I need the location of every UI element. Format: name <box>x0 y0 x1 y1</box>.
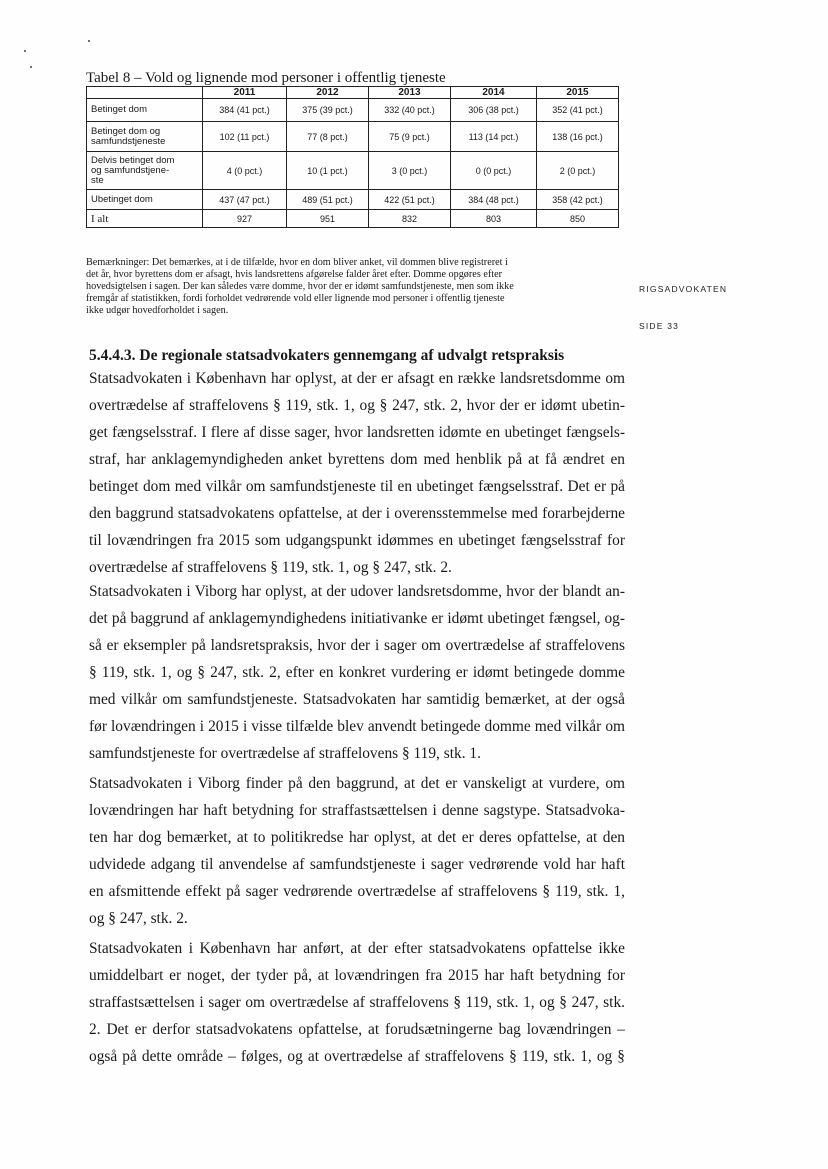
note-line: det år, hvor byrettens dom er afsagt, hvis landsrettens afgørelse falder året efter. Domme opgøres efter <box>86 269 502 280</box>
note-line: hovedsigtelsen i sagen. Der kan således være domme, hvor der er idømt samfundstjeneste, men som ikke <box>86 281 514 292</box>
row-label-line: I alt <box>91 212 109 225</box>
value-cell: 75 (9 pct.) <box>369 122 451 152</box>
header-year-cell: 2011 <box>203 87 287 99</box>
paragraph-line: overtrædelse af straffelovens § 119, stk. 1, og § 247, stk. 2. <box>89 559 452 576</box>
value-cell: 437 (47 pct.) <box>203 190 287 210</box>
table-body <box>87 99 619 228</box>
paragraph-line: den baggrund statsadvokatens opfattelse, at der i overensstemmelse med forarbejderne <box>89 505 625 522</box>
value-cell: 2 (0 pct.) <box>537 152 619 190</box>
row-label-line: og samfundstjene- <box>91 164 170 176</box>
row-label-line: Delvis betinget dom <box>91 154 175 166</box>
value-cell: 113 (14 pct.) <box>451 122 537 152</box>
value-cell: 77 (8 pct.) <box>287 122 369 152</box>
value-cell: 384 (48 pct.) <box>451 190 537 210</box>
table-row <box>87 99 619 122</box>
header-corner-cell <box>87 87 203 99</box>
value-cell: 850 <box>537 210 619 228</box>
paragraph-line: umiddelbart er noget, der tyder på, at lovændringen fra 2015 har haft betydning for <box>89 967 625 984</box>
sidebar-page-number: SIDE 33 <box>639 321 680 331</box>
paragraph-line: straf, har anklagemyndigheden anket byrettens dom med henblik på at få ændret en <box>89 451 625 468</box>
paragraph-line: straffastsættelsen i sager om overtrædelse af straffelovens § 119, stk. 1, og § 247, stk. <box>89 994 625 1011</box>
note-line: ikke udgør hovedforholdet i sagen. <box>86 305 229 316</box>
table-row <box>87 190 619 210</box>
sidebar-org: RIGSADVOKATEN <box>639 284 728 294</box>
note-line: fremgår af statistikken, fordi forholdet vedrørende vold eller lignende mod personer i offentlig tjeneste <box>86 293 505 304</box>
row-label-cell <box>87 210 203 228</box>
paragraph-line: lovændringen har haft betydning for straffastsættelsen i denne sagstype. Statsadvoka- <box>89 802 625 819</box>
row-label-line: ste <box>91 174 104 186</box>
value-cell: 138 (16 pct.) <box>537 122 619 152</box>
table-row <box>87 210 619 228</box>
value-cell: 489 (51 pct.) <box>287 190 369 210</box>
row-label-cell <box>87 152 203 190</box>
scan-speck <box>30 66 32 68</box>
scan-speck <box>88 40 90 42</box>
paragraph-line: betinget dom med vilkår om samfundstjeneste til en ubetinget fængselsstraf. Det er på <box>89 478 625 495</box>
paragraph-line: så er eksempler på landsretspraksis, hvor der i sager om overtrædelse af straffelovens <box>89 637 625 654</box>
table-caption: Tabel 8 – Vold og lignende mod personer i offentlig tjeneste <box>86 70 446 86</box>
section-heading: 5.4.4.3. De regionale statsadvokaters gennemgang af udvalgt retspraksis <box>89 347 565 364</box>
header-year-cell: 2012 <box>287 87 369 99</box>
row-label-line: Betinget dom <box>91 104 147 115</box>
paragraph <box>89 578 625 767</box>
paragraph-line: før lovændringen i 2015 i visse tilfælde blev anvendt betingede domme med vilkår om <box>89 718 625 735</box>
row-label-line: samfundstjeneste <box>91 135 166 147</box>
paragraph-line: overtrædelse af straffelovens § 119, stk. 1, og § 247, stk. 2, hvor der er idømt ubetin- <box>89 397 625 414</box>
paragraph-line: og § 247, stk. 2. <box>89 910 188 927</box>
paragraph-line: med vilkår om samfundstjeneste. Statsadvokaten har samtidig bemærket, at der også <box>89 691 625 708</box>
row-label-cell <box>87 99 203 122</box>
value-cell: 102 (11 pct.) <box>203 122 287 152</box>
table-row <box>87 152 619 190</box>
value-cell: 832 <box>369 210 451 228</box>
value-cell: 10 (1 pct.) <box>287 152 369 190</box>
paragraph-line: Statsadvokaten i Viborg har oplyst, at der udover landsretsdomme, hvor der blandt an- <box>89 583 625 600</box>
paragraph-line: også på dette område – følges, og at overtrædelse af straffelovens § 119, stk. 1, og § <box>89 1048 625 1065</box>
note-line: Bemærkninger: Det bemærkes, at i de tilfælde, hvor en dom bliver anket, vil dommen blive registreret i <box>86 257 508 268</box>
value-cell: 332 (40 pct.) <box>369 99 451 122</box>
row-label-line: Ubetinget dom <box>91 193 153 205</box>
table-notes <box>86 257 620 317</box>
paragraph-line: udvidede adgang til anvendelse af samfundstjeneste i sager vedrørende vold har haft <box>89 856 625 873</box>
value-cell: 4 (0 pct.) <box>203 152 287 190</box>
header-year-cell: 2015 <box>537 87 619 99</box>
table-header <box>87 87 619 99</box>
value-cell: 3 (0 pct.) <box>369 152 451 190</box>
value-cell: 375 (39 pct.) <box>287 99 369 122</box>
paragraph <box>89 935 625 1070</box>
paragraph-line: Statsadvokaten i Viborg finder på den baggrund, at det er vanskeligt at vurdere, om <box>89 775 625 792</box>
value-cell: 0 (0 pct.) <box>451 152 537 190</box>
value-cell: 951 <box>287 210 369 228</box>
statistics-table <box>86 86 619 228</box>
table-row <box>87 122 619 152</box>
row-label-cell <box>87 122 203 152</box>
paragraph <box>89 770 625 932</box>
paragraph-line: Statsadvokaten i København har oplyst, at der er afsagt en række landsretsdomme om <box>89 370 625 387</box>
value-cell: 352 (41 pct.) <box>537 99 619 122</box>
paragraph <box>89 365 625 581</box>
scan-speck <box>24 50 26 52</box>
value-cell: 306 (38 pct.) <box>451 99 537 122</box>
value-cell: 803 <box>451 210 537 228</box>
paragraph-line: get fængselsstraf. I flere af disse sager, hvor landsretten idømte en ubetinget fængsels- <box>89 424 625 441</box>
value-cell: 422 (51 pct.) <box>369 190 451 210</box>
paragraph-line: det på baggrund af anklagemyndighedens initiativanke er idømt ubetinget fængsel, og- <box>89 610 625 627</box>
value-cell: 927 <box>203 210 287 228</box>
paragraph-line: Statsadvokaten i København har anført, at der efter statsadvokatens opfattelse ikke <box>89 940 625 957</box>
paragraph-line: samfundstjeneste for overtrædelse af straffelovens § 119, stk. 1. <box>89 745 481 762</box>
header-year-cell: 2013 <box>369 87 451 99</box>
paragraph-line: en afsmittende effekt på sager vedrørende overtrædelse af straffelovens § 119, stk. 1, <box>89 883 625 900</box>
paragraph-line: § 119, stk. 1, og § 247, stk. 2, efter en konkret vurdering er idømt betingede domme <box>89 664 625 681</box>
value-cell: 384 (41 pct.) <box>203 99 287 122</box>
value-cell: 358 (42 pct.) <box>537 190 619 210</box>
row-label-cell <box>87 190 203 210</box>
header-year-cell: 2014 <box>451 87 537 99</box>
paragraph-line: ten har dog bemærket, at to politikredse har oplyst, at det er deres opfattelse, at den <box>89 829 625 846</box>
paragraph-line: 2. Det er derfor statsadvokatens opfattelse, at forudsætningerne bag lovændringen – <box>89 1021 625 1038</box>
paragraph-line: til lovændringen fra 2015 som udgangspunkt idømmes en ubetinget fængselsstraf for <box>89 532 625 549</box>
row-label-line: Betinget dom og <box>91 125 161 137</box>
